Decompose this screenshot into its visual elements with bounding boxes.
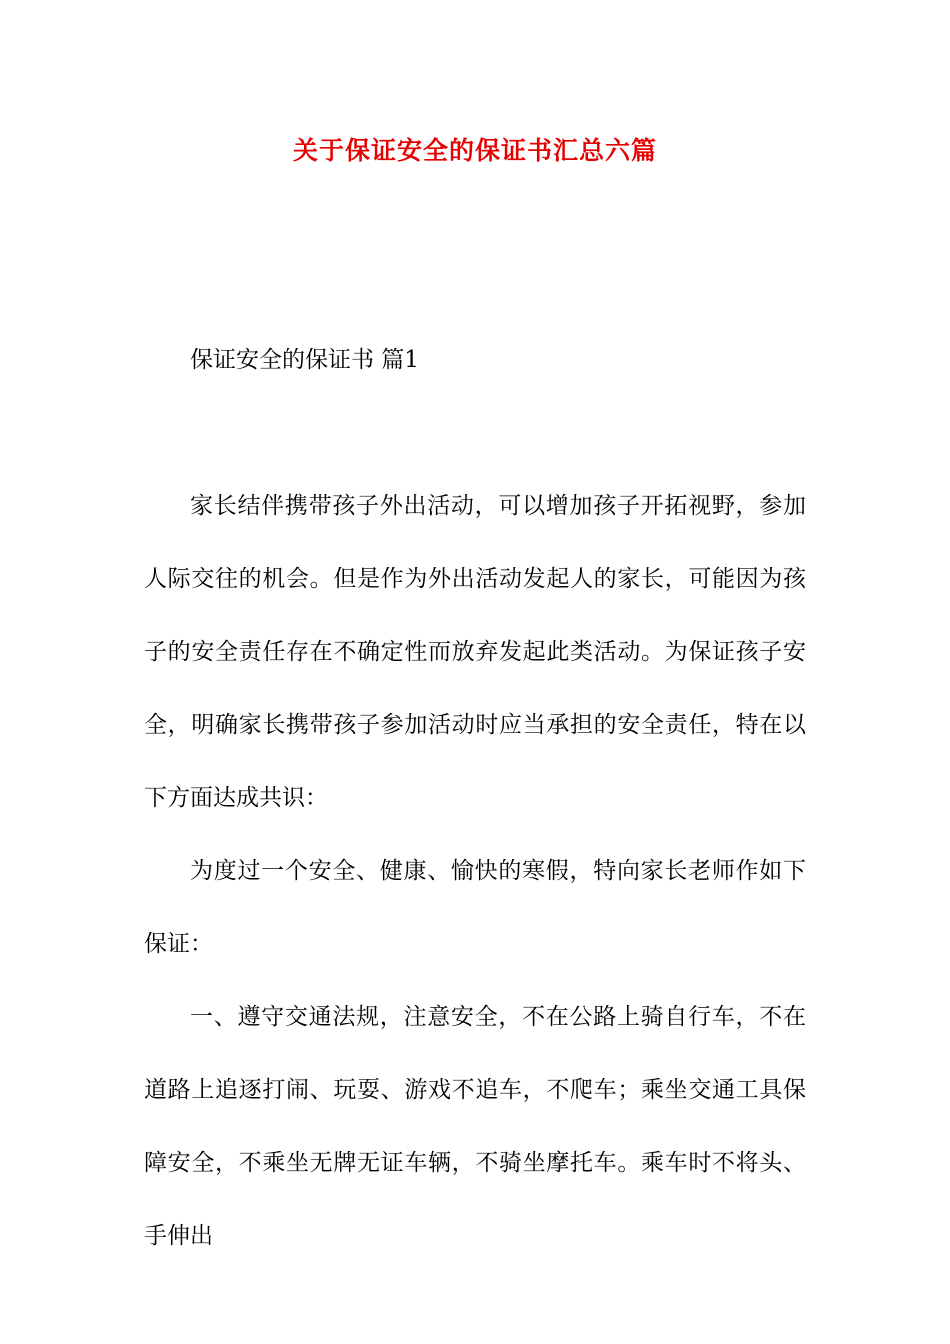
paragraph-1: 家长结伴携带孩子外出活动，可以增加孩子开拓视野，参加人际交往的机会。但是作为外出活动发起人的家长，可能因为孩子的安全责任存在不确定性而放弃发起此类活动。为保证孩子安全，明确家长携带孩子参加活动时应当承担的安全责任，特在以下方面达成共识： xyxy=(144,493,806,811)
section-heading: 保证安全的保证书 篇1 xyxy=(190,347,419,373)
paragraph-3: 一、遵守交通法规，注意安全，不在公路上骑自行车，不在道路上追逐打闹、玩耍、游戏不追车，不爬车；乘坐交通工具保障安全，不乘坐无牌无证车辆，不骑坐摩托车。乘车时不将头、手伸出 xyxy=(144,1004,806,1249)
document-body xyxy=(144,324,806,1273)
document-title: 关于保证安全的保证书汇总六篇 xyxy=(292,136,657,165)
paragraph-2: 为度过一个安全、健康、愉快的寒假，特向家长老师作如下保证： xyxy=(144,858,806,957)
